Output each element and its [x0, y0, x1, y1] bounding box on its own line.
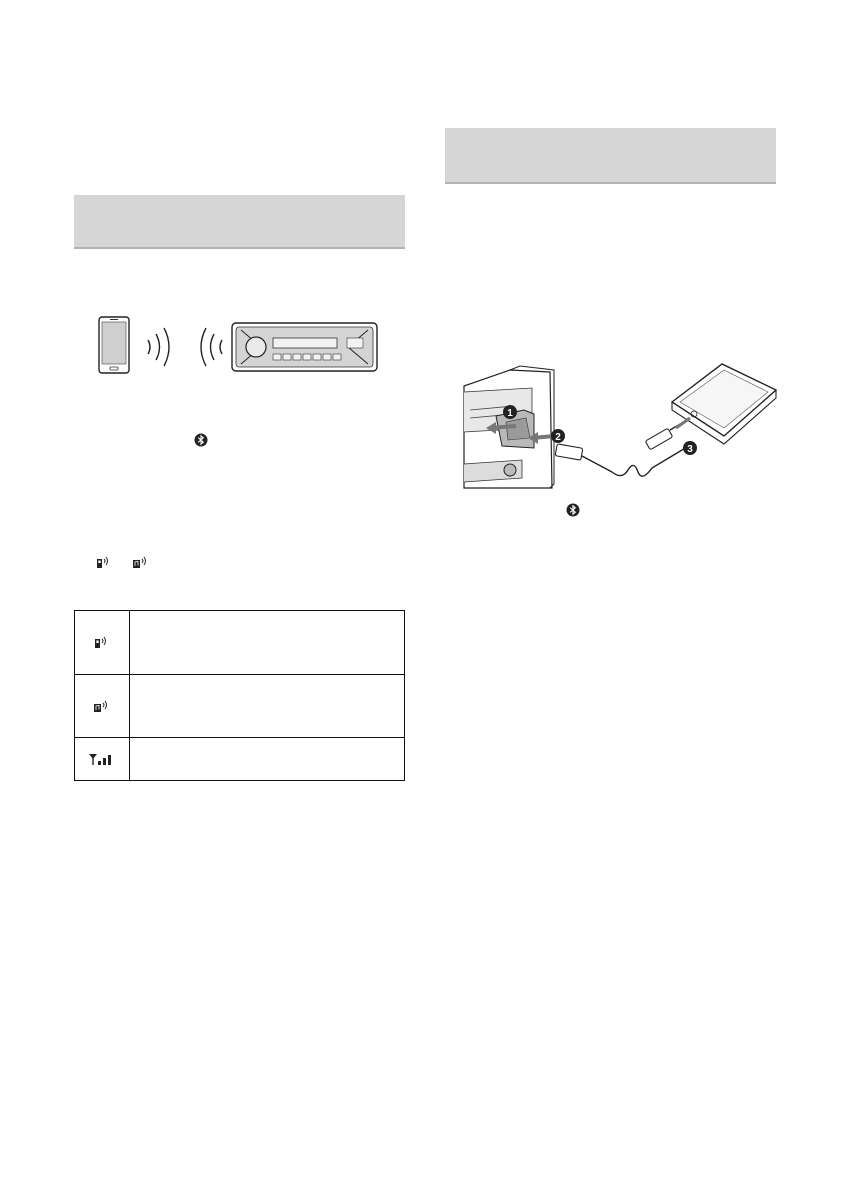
usb-connection-illustration — [462, 362, 778, 492]
antenna-strength-icon — [88, 752, 116, 766]
audio-signal-icon — [93, 699, 111, 713]
step-2-label: 2 — [555, 432, 561, 443]
table-row — [75, 738, 405, 781]
iphone-illustration — [672, 364, 776, 444]
phone-signal-icon — [94, 635, 110, 649]
smartphone-illustration — [98, 316, 130, 374]
bluetooth-icon — [566, 503, 580, 517]
table-row — [75, 675, 405, 738]
audio-signal-icon — [132, 555, 150, 569]
car-stereo-usb-connection-illustration — [464, 366, 554, 488]
step-3-label: 3 — [687, 444, 693, 455]
car-stereo-unit-illustration — [231, 322, 378, 372]
section-heading-bar-left — [74, 195, 405, 249]
section-heading-bar-right — [445, 128, 776, 184]
wireless-waves-illustration — [140, 320, 230, 374]
table-cell-description — [129, 738, 404, 781]
table-cell-description — [129, 675, 404, 738]
table-cell-description — [129, 611, 404, 675]
table-row — [75, 611, 405, 675]
step-1-label: 1 — [507, 408, 513, 419]
phone-signal-icon — [96, 555, 112, 569]
bluetooth-icon — [194, 433, 208, 447]
status-icon-table — [74, 610, 405, 781]
